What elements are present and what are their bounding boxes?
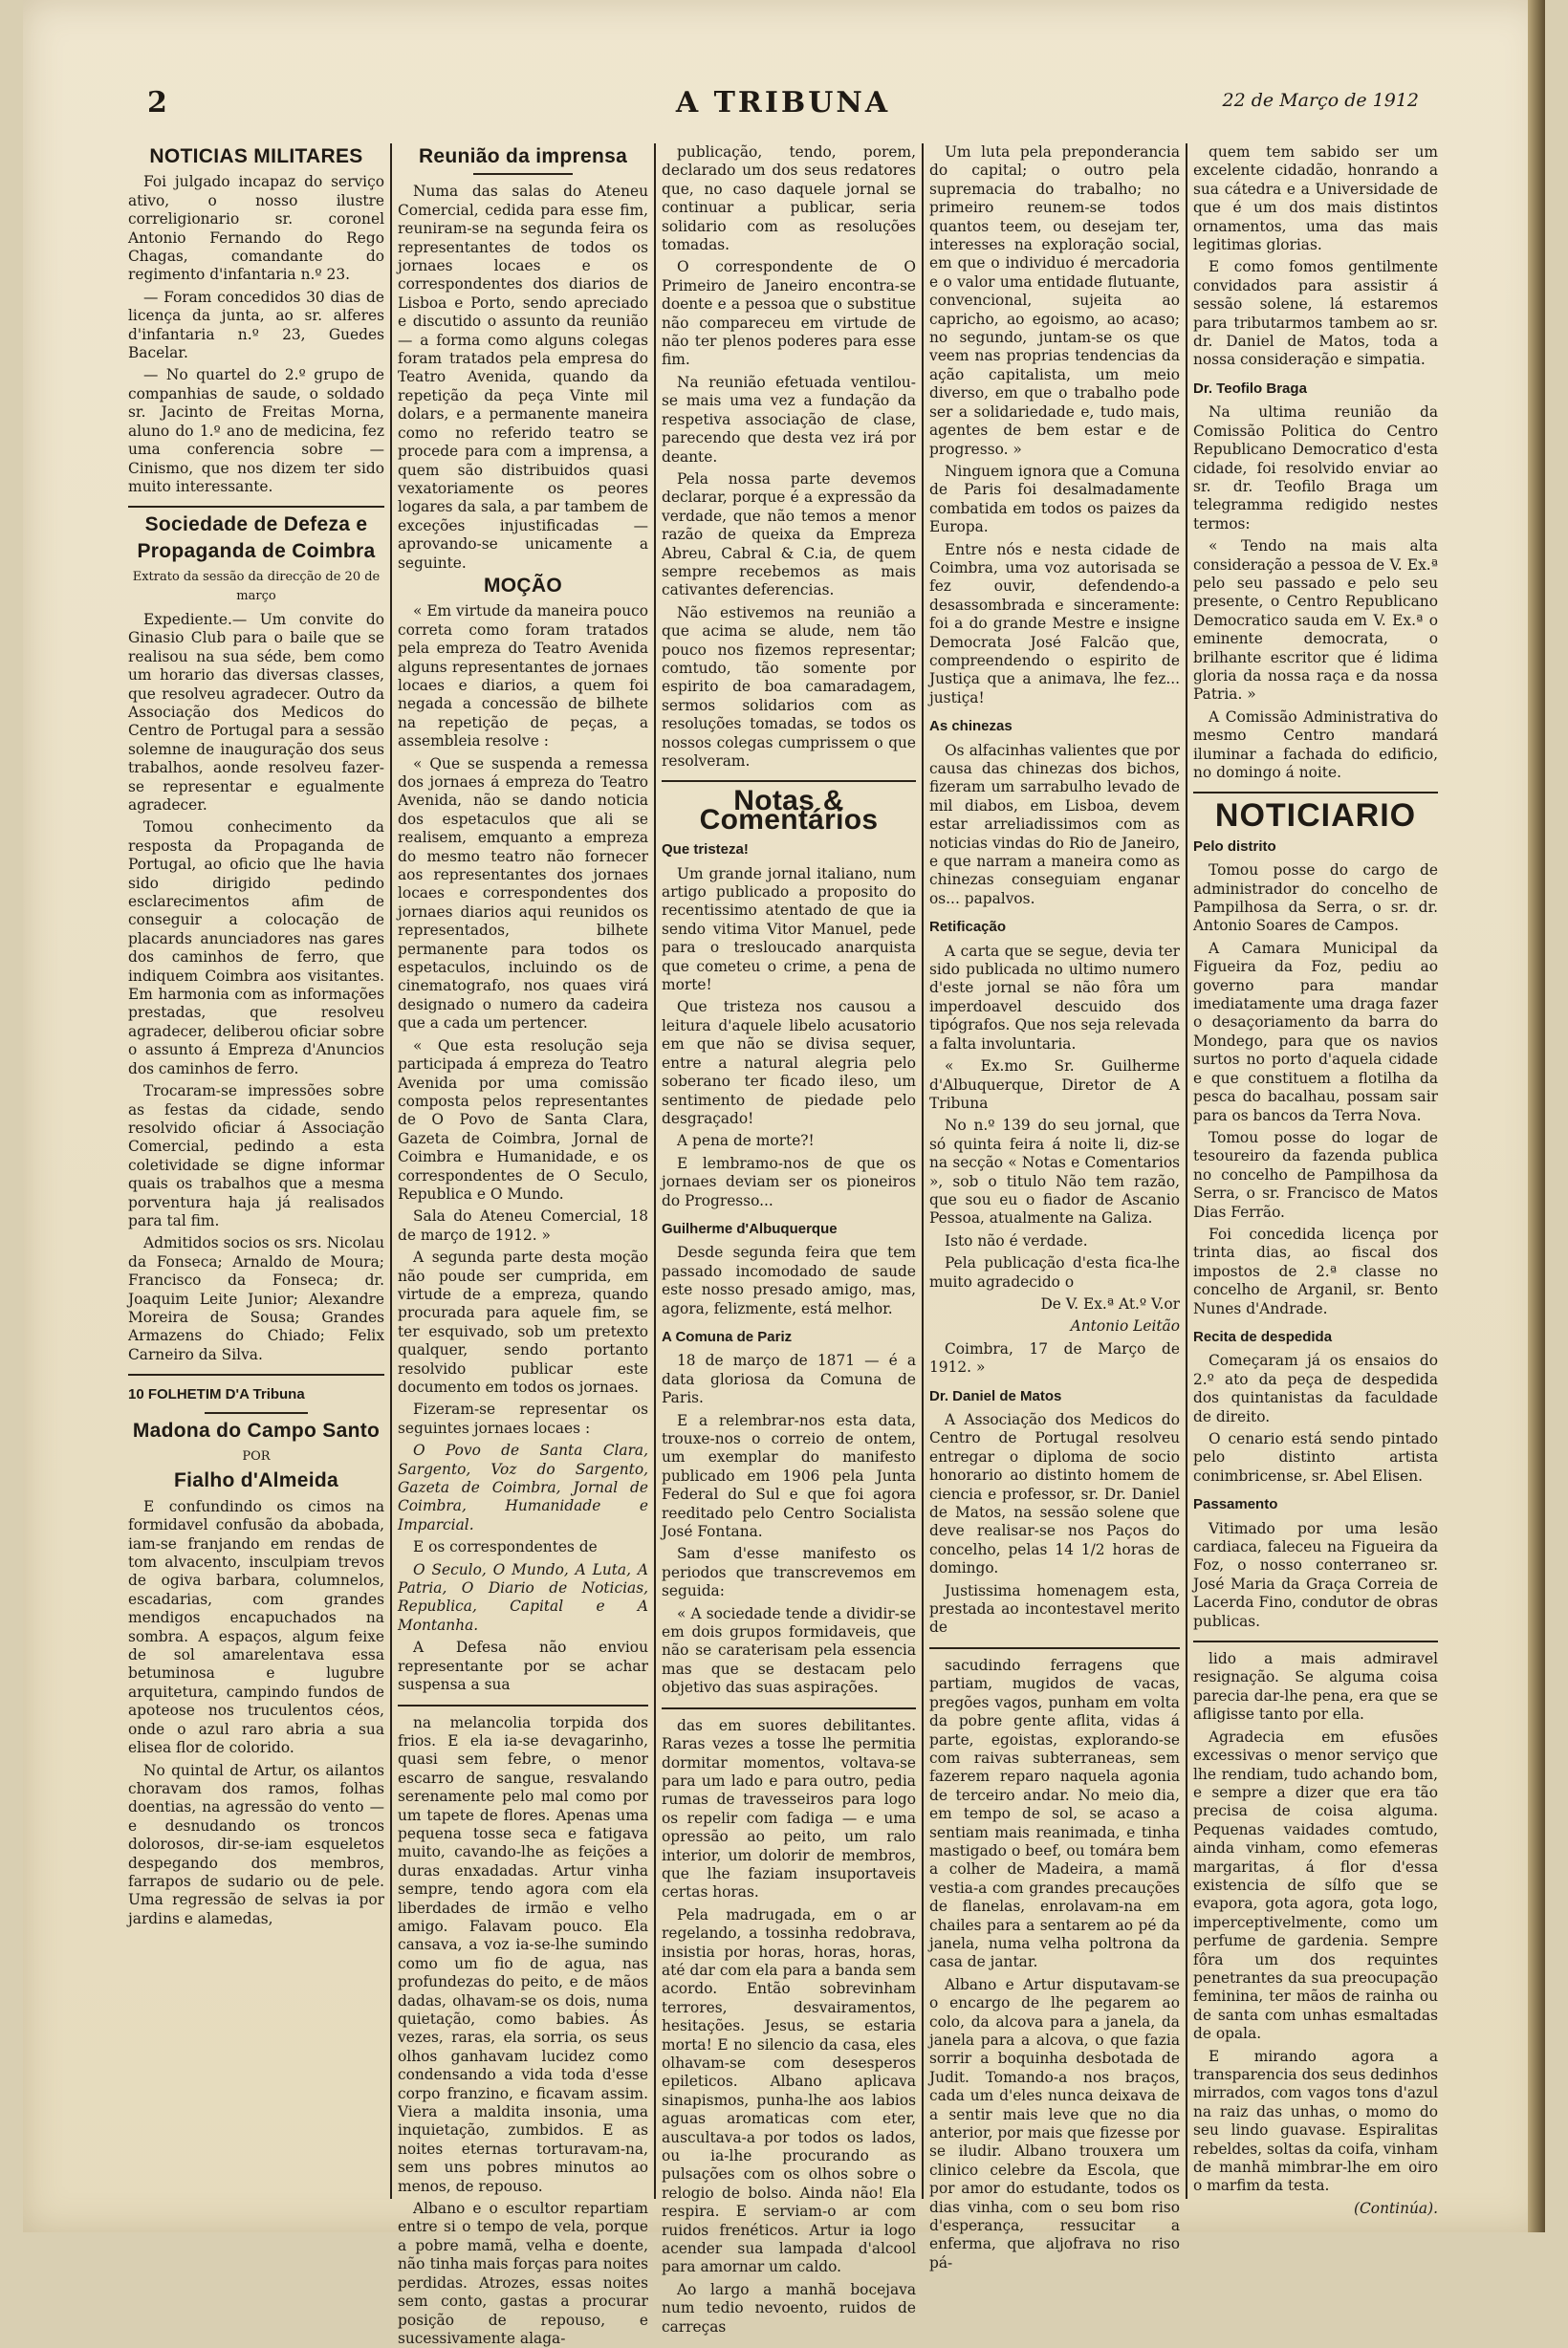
divider — [128, 506, 384, 508]
article-paragraph: No n.º 139 do seu jornal, que só quinta feira á noite li, diz-se na secção « Notas e Comentarios », sob o titulo Não tem razão, que sou eu o fiador de Ascanio Pessoa, atualmente na Galiza. — [929, 1117, 1180, 1228]
column-2 — [398, 143, 648, 2347]
folhetim-paragraph: na melancolia torpida dos frios. E ela ia-se devagarinho, quasi sem febre, o menor escarro de sangue, resvalando serenamente pelo mal como por um tapete de flores. Apenas uma pequena tosse seca e fatigava muito, cavando-lhe as feições a duras enxadadas. Artur vinha sempre, tendo agora com ela liberdades de irmão e velho amigo. Falavam pouco. Ela cansava, a voz ia-se-lhe sumindo como um fio de agua, nas profundezas do peito, e de mãos dadas, olhavam-se os dois, numa quietação, como babies. Ás vezes, raras, ela sorria, os seus olhos ganhavam lucidez como condensando a vida toda d'esse corpo franzino, e ficavam assim. Viera a maldita insonia, uma inquietação, zumbidos. E as noites eternas torturavam-na, sem uns pobres minutos ao menos, de repouso. — [398, 1713, 648, 2195]
distrito-heading: Pelo distrito — [1193, 837, 1276, 855]
article-paragraph: Numa das salas do Ateneu Comercial, cedida para esse fim, reuniram-se na segunda feira os representantes de todos os jornaes locaes e os correspondentes dos diarios de Lisboa e Porto, sendo apreciado e discutido o assunto da reunião — a forma como alguns colegas foram tratados pela empresa do Teatro Avenida, quando da repetição da peça Vinte mil dolars, e a permanente maneira como no referido teatro se procede para com a imprensa, a quem são distribuidos quasi vexatoriamente os peores logares da sala, a par tambem de exceções injustificadas — aprovando-se unicamente a seguinte. — [398, 183, 648, 572]
braga-heading: Dr. Teofilo Braga — [1193, 380, 1307, 397]
column-4 — [929, 143, 1180, 2272]
folhetim-paragraph: No quintal de Artur, os ailantos choravam dos ramos, folhas doentias, na agressão do vento — e desnudando os troncos dolorosos, dir-se-iam esqueletos despegando dos membros, farrapos de sudario ou de pele. Uma regressão de selvas ia por jardins e alamedas, — [128, 1761, 384, 1927]
column-rule — [1186, 143, 1187, 2199]
article-paragraph: E lembramo-nos de que os jornaes deviam ser os pioneiros do Progresso... — [662, 1154, 916, 1209]
article-paragraph: A pena de morte?! — [677, 1132, 815, 1150]
article-paragraph: A Defesa não enviou representante por se achar suspensa a sua — [398, 1639, 648, 1694]
folhetim-paragraph: lido a mais admiravel resignação. Se alguma coisa parecia dar-lhe pena, era que se afligisse tanto por ella. — [1193, 1650, 1438, 1724]
folhetim-paragraph: sacudindo ferragens que partiam, mugidos de vacas, pregões vagos, punham em volta da pobre gente aflita, vidas á parte, egoistas, explorando-se com raivas subterraneas, sem fazerem reparo naquela agonia de terceiro andar. No meio dia, em tempo de sol, se acaso a sentiam mais reanimada, e tinha mastigado o beef, ou tomára bem a colher de Madeira, a mamã vestia-a com grandes precauções de flanelas, enrolavam-na em chailes para a sentarem ao pé da janela, numa velha poltrona da casa de jantar. — [929, 1656, 1180, 1971]
article-paragraph: Fizeram-se representar os seguintes jornaes locaes : — [398, 1401, 648, 1437]
article-paragraph: Isto não é verdade. — [945, 1231, 1088, 1250]
article-paragraph: E como fomos gentilmente convidados para assistir á sessão solene, lá estaremos para tributarmos tambem ao sr. dr. Daniel de Matos, toda a nossa consideração e simpatia. — [1193, 258, 1438, 369]
article-paragraph: Tomou posse do logar de tesoureiro da fazenda publica no concelho de Pampilhosa da Serra, o sr. Francisco de Matos Dias Ferrão. — [1193, 1128, 1438, 1221]
divider — [473, 173, 574, 175]
column-1 — [128, 143, 384, 2199]
article-paragraph: A segunda parte desta moção não poude ser cumprida, em virtude de a empreza, quando procurada para aquele fim, se ter esquivado, sob um pretexto qualquer, sendo portanto resolvido publicar este documento em todos os jornaes. — [398, 1249, 648, 1396]
folhetim-paragraph: E confundindo os cimos na formidavel confusão da abobada, iam-se franjando em rendas de tom alvacento, insculpiam trevos de ogiva barbara, columnelos, escadarias, com grandes mendigos encapuchados na sombra. A espaços, algum feixe de sol amarelentava essa betuminosa e lugubre arquitetura, campindo fundos de apoteose nos truculentos céos, onde o azul raro abria a sua elisea flor de colorido. — [128, 1497, 384, 1757]
article-paragraph: E os correspondentes de — [413, 1538, 598, 1556]
article-paragraph: Foi julgado incapaz do serviço ativo, o nosso ilustre correligionario sr. coronel Antonio Fernando do Rego Chagas, comandante do regimento d'infantaria n.º 23. — [128, 173, 384, 284]
article-paragraph: Entre nós e nesta cidade de Coimbra, uma voz autorisada se fez ouvir, defendendo-a desassombrada e sinceramente: foi a do grande Mestre e insigne Democrata José Falcão que, compreendendo o espirito de Justiça que a animava, lhe fez... justiça! — [929, 540, 1180, 707]
sociedade-title-line2: Propaganda de Coimbra — [137, 539, 376, 562]
article-paragraph: — No quartel do 2.º grupo de companhias de saude, o soldado sr. Jacinto de Freitas Morna, aluno do 1.º ano de medicina, fez uma conferencia sobre — Cinismo, que nos dizem ter sido muito interessante. — [128, 366, 384, 495]
article-paragraph: Trocaram-se impressões sobre as festas da cidade, sendo resolvido oficiar á Associação Comercial, pedindo a esta coletividade se digne informar quais os trabalhos que a mesma porventura haja já realisados para tal fim. — [128, 1082, 384, 1229]
sociedade-title: Sociedade de Defeza e — [144, 513, 368, 536]
article-paragraph: O Povo de Santa Clara, Sargento, Voz do Sargento, Gazeta de Coimbra, Jornal de Coimbra, Humanidade e Imparcial. — [398, 1442, 648, 1533]
article-paragraph: « A sociedade tende a dividir-se em dois grupos formidaveis, que não se caraterisam pela essencia mas que se destacam pelo objetivo das suas aspirações. — [662, 1604, 916, 1697]
article-paragraph: Um grande jornal italiano, num artigo publicado a proposito do recentissimo atentado de que ia sendo vitima Vitor Manuel, pede para o tresloucado anarquista que cometeu o crime, a pena de morte! — [662, 864, 916, 994]
comuna-heading: A Comuna de Pariz — [662, 1328, 793, 1345]
folhetim-paragraph: Albano e o escultor repartiam entre si o tempo de vela, porque a pobre mamã, velha e doente, não tinha mais forças para noites perdidas. Atrozes, essas noites sem conto, gastas a procurar posição de repouso, e sucessivamente alaga- — [398, 2200, 648, 2347]
column-5 — [1193, 143, 1438, 2217]
continua-label: (Continúa). — [1354, 2199, 1438, 2217]
article-paragraph: Não estivemos na reunião a que acima se alude, nem tão pouco nos fizemos representar; comtudo, tão somente por espirito de boa camaradagem, sermos solidarios com as resoluções tomadas, se todos os nossos colegas cumprissem o que resolveram. — [662, 603, 916, 770]
article-paragraph: A Associação dos Medicos do Centro de Portugal resolveu entregar o diploma de socio honorario ao distinto homem de ciencia e professor, sr. Dr. Daniel de Matos, na sessão solene que deve realisar-se nos Paços do concelho, pelas 14 1/2 horas de domingo. — [929, 1411, 1180, 1577]
article-paragraph: A Camara Municipal da Figueira da Foz, pediu ao governo para mandar imediatamente uma draga fazer o desaçoriamento da barra do Mondego, para que os navios surtos no porto d'aquela cidade e que constituem a flotilha da pesca do bacalhau, possam sair para os bancos da Terra Nova. — [1193, 939, 1438, 1124]
article-paragraph: Admitidos socios os srs. Nicolau da Fonseca; Arnaldo de Moura; Francisco da Fonseca; dr. Joaquim Leite Junior; Alexandre Moreira de Sousa; Grandes Armazens do Chiado; Felix Carneiro da Silva. — [128, 1234, 384, 1363]
reuniao-title: Reunião da imprensa — [418, 145, 628, 167]
madona-author: Fialho d'Almeida — [174, 1469, 338, 1492]
article-paragraph: O cenario está sendo pintado pelo distinto artista conimbricense, sr. Abel Elisen. — [1193, 1430, 1438, 1485]
article-paragraph: Vitimado por uma lesão cardiaca, faleceu na Figueira da Foz, o nosso conterraneo sr. José Maria da Graça Correia de Lacerda Fino, condutor de obras publicas. — [1193, 1519, 1438, 1630]
matos-heading: Dr. Daniel de Matos — [929, 1387, 1062, 1404]
article-paragraph: Pela publicação d'esta fica-lhe muito agradecido o — [929, 1254, 1180, 1291]
mocao-title: MOÇÃO — [484, 574, 562, 597]
column-3 — [662, 143, 916, 2336]
retificacao-heading: Retificação — [929, 919, 1007, 936]
sociedade-subtitle: Extrato da sessão da direcção de 20 de março — [132, 570, 381, 603]
madona-por: POR — [242, 1449, 271, 1464]
article-paragraph: publicação, tendo, porem, declarado um dos seus redatores que, no caso daquele jornal se continuar a publicar, seria solidario com as resoluções tomadas. — [662, 143, 916, 254]
article-paragraph: Justissima homenagem esta, prestada ao incontestavel merito de — [929, 1581, 1180, 1637]
noticiario-title: NOTICIARIO — [1214, 797, 1417, 835]
letter-signoff: De V. Ex.ª At.º V.or — [1040, 1294, 1180, 1313]
article-paragraph: 18 de março de 1871 — é a data gloriosa da Comuna de Paris. — [662, 1352, 916, 1407]
page-header — [147, 86, 1419, 120]
folhetim-paragraph: Albano e Artur disputavam-se o encargo de lhe pegarem ao colo, da alcova para a janela, da janela para a alcova, o que fazia sorrir a boquinha desbotada de Judit. Tomando-a nos braços, cada um d'eles nunca deixava de a sentir mais leve que no dia anterior, por mais que fizesse por se iludir. Albano trouxera um clinico celebre da Escola, que por amor do estudante, todos os dias vinha, com o seu bom riso d'esperança, ressucitar a enferma, que aljofrava no riso pá- — [929, 1975, 1180, 2272]
article-paragraph: Expediente.— Um convite do Ginasio Club para o baile que se realisou na sua séde, bem como um horario das diversas classes, que resolveu agradecer. Outro da Associação dos Medicos do Centro de Portugal para a sessão solemne de inauguração dos seus trabalhos, aonde resolveu fazer-se representar e egualmente agradecer. — [128, 610, 384, 814]
page-edge-shadow — [1528, 0, 1545, 2232]
article-paragraph: « Que esta resolução seja participada á empreza do Teatro Avenida por uma comissão composta pelos representantes de O Povo de Santa Clara, Gazeta de Coimbra, Jornal de Coimbra e Humanidade, e os correspondentes de O Seculo, Republica e O Mundo. — [398, 1036, 648, 1203]
article-paragraph: — Foram concedidos 30 dias de licença da junta, ao sr. alferes d'infantaria n.º 23, Guedes Bacelar. — [128, 288, 384, 362]
issue-date: 22 de Março de 1912 — [1222, 90, 1419, 111]
despedida-heading: Recita de despedida — [1193, 1328, 1333, 1345]
folhetim-paragraph: E mirando agora a transparencia dos seus dedinhos mirrados, com vagos tons d'azul na raiz das unhas, o momo do seu lindo guavase. Espiralitas rebeldes, soltas da coifa, vinham de manhã mimbrar-lhe em oiro o marfim da testa. — [1193, 2047, 1438, 2195]
madona-title: Madona do Campo Santo — [132, 1419, 381, 1442]
article-paragraph: Tomou conhecimento da resposta da Propaganda de Portugal, ao oficio que lhe havia sido dirigido pedindo esclarecimentos afim de conseguir a colocação de placards anunciadores nas gares dos caminhos de ferro, que indiquem Coimbra aos visitantes. Em harmonia com as informações prestadas, que resolveu agradecer, deliberou oficiar sobre o assunto á Empreza d'Anuncios dos caminhos de ferro. — [128, 818, 384, 1077]
passamento-heading: Passamento — [1193, 1496, 1278, 1513]
article-paragraph: Na reunião efetuada ventilou-se mais uma vez a fundação da respetiva associação de clase, parecendo que desta vez irá por deante. — [662, 373, 916, 466]
divider — [1193, 1641, 1438, 1642]
tristeza-heading: Que tristeza! — [662, 841, 749, 859]
column-rule — [390, 143, 392, 2199]
article-paragraph: « Em virtude da maneira pouco correta como foram tratados pela empreza do Teatro Avenida alguns representantes de jornaes locaes e diarios, a quem foi negada a concessão de bilhete na repetição de peças, a assembleia resolve : — [398, 602, 648, 750]
article-paragraph: Foi concedida licença por trinta dias, ao fiscal dos impostos de 2.ª classe no concelho de Arganil, sr. Bento Nunes d'Andrade. — [1193, 1225, 1438, 1317]
folhetim-paragraph: das em suores debilitantes. Raras vezes a tosse lhe permitia dormitar momentos, voltava-se para um lado e para outro, pedia rumas de travesseiros para logo os repelir com fadiga — e uma opressão ao peito, um ralo interior, um dolorir de membros, que lhe faziam insuportaveis certas horas. — [662, 1716, 916, 1902]
article-paragraph: Pela nossa parte devemos declarar, porque é a expressão da verdade, que não temos a menor razão de queixa da Empreza Abreu, Cabral & C.ia, de quem sempre recebemos as mais cativantes deferencias. — [662, 469, 916, 599]
article-paragraph: Sala do Ateneu Comercial, 18 de março de 1912. » — [398, 1207, 648, 1244]
article-paragraph: Ninguem ignora que a Comuna de Paris foi desalmadamente combatida em todos os paizes da Europa. — [929, 462, 1180, 536]
folhetim-paragraph: Agradecia em efusões excessivas o menor serviço que lhe rendiam, tudo achando bom, e sempre a dizer que era tão precisa de coisa alguma. Pequenas vaidades comtudo, ainda vinham, como efemeras margaritas, á flor d'essa existencia de sílfo que se evapora, gota agora, gota logo, imperceptivelmente, como um perfume de gardenia. Sempre fôra um dos requintes penetrantes da sua preocupação feminina, ter mãos de rainha ou de santa com unhas esmaltadas de opala. — [1193, 1728, 1438, 2043]
article-paragraph: E a relembrar-nos esta data, trouxe-nos o correio de ontem, um exemplar do manifesto publicado em 1906 pela Junta Federal do Sul e que foi agora reeditado pelo Centro Socialista José Fontana. — [662, 1411, 916, 1541]
article-paragraph: A carta que se segue, devia ter sido publicada no ultimo numero d'este jornal se não fôra um imperdoavel descuido dos tipógrafos. Que nos seja relevada a falta involuntaria. — [929, 942, 1180, 1053]
notas-comentarios-title: Notas & Comentários — [699, 785, 879, 836]
article-paragraph: O Seculo, O Mundo, A Luta, A Patria, O Diario de Noticias, Republica, Capital e A Montanha. — [398, 1560, 648, 1634]
chinezas-heading: As chinezas — [929, 718, 1013, 735]
divider — [929, 1647, 1180, 1649]
newspaper-page — [23, 0, 1545, 2347]
column-rule — [922, 143, 924, 2199]
column-rule — [654, 143, 656, 2199]
divider — [128, 1374, 384, 1376]
masthead: A TRIBUNA — [675, 86, 891, 120]
letter-date: Coimbra, 17 de Março de 1912. » — [929, 1339, 1180, 1377]
article-paragraph: Na ultima reunião da Comissão Politica do Centro Republicano Democratico d'esta cidade, foi resolvido enviar ao sr. dr. Teofilo Braga um telegramma redigido nestes termos: — [1193, 403, 1438, 533]
article-paragraph: O correspondente de O Primeiro de Janeiro encontra-se doente e a pessoa que o substitue não compareceu em virtude de não ter plenos poderes para esse fim. — [662, 258, 916, 369]
article-paragraph: « Ex.mo Sr. Guilherme d'Albuquerque, Diretor de A Tribuna — [929, 1057, 1180, 1112]
article-paragraph: « Tendo na mais alta consideração a pessoa de V. Ex.ª pelo seu passado e pelo seu presente, o Centro Republicano Democratico sauda em V. Ex.ª o eminente democrata, o brilhante escritor que é lidima gloria da nossa raça e da nossa Patria. » — [1193, 537, 1438, 704]
page-number: 2 — [147, 86, 167, 120]
divider — [662, 1707, 916, 1709]
article-paragraph: Os alfacinhas valientes que por causa das chinezas dos bichos, fizeram um sarrabulho levado de mil diabos, em Lisboa, devem estar arreliadissimos com as noticias vindas do Rio de Janeiro, e que narram a maneira como as chinezas conseguiam enganar os... papalvos. — [929, 741, 1180, 907]
divider — [662, 780, 916, 782]
divider — [398, 1705, 648, 1707]
article-paragraph: Sam d'esse manifesto os periodos que transcrevemos em seguida: — [662, 1545, 916, 1600]
article-paragraph: A Comissão Administrativa do mesmo Centro mandará iluminar a fachada do edificio, no domingo á noite. — [1193, 707, 1438, 781]
article-paragraph: Tomou posse do cargo de administrador do concelho de Pampilhosa da Serra, o sr. dr. Antonio Soares de Campos. — [1193, 861, 1438, 935]
guilherme-heading: Guilherme d'Albuquerque — [662, 1220, 838, 1237]
folhetim-paragraph: Pela madrugada, em o ar regelando, a tossinha redobrava, insistia por horas, horas, horas, até dar com ela para a banda sem acordo. Então sobrevinham terrores, desvairamentos, hesitações. Jesus, se estaria morta! E no silencio da casa, eles olhavam-se com desesperos epileticos. Albano aplicava sinapismos, punha-lhe aos labios aguas aromaticas com eter, auscultava-a por todos os lados, ou ia-lhe procurando as pulsações com os olhos sobre o relogio de bolso. Ainda não! Ela respira. E serviam-o ar com ruidos frenéticos. Artur ia logo acender sua lampada d'alcool para amornar um caldo. — [662, 1905, 916, 2276]
article-paragraph: Desde segunda feira que tem passado incomodado de saude este nosso presado amigo, mas, agora, felizmente, está melhor. — [662, 1244, 916, 1317]
divider — [1193, 792, 1438, 794]
divider — [205, 1412, 307, 1414]
folhetim-paragraph: Ao largo a manhã bocejava num tedio nevoento, ruidos de carreças — [662, 2280, 916, 2336]
letter-signature: Antonio Leitão — [1070, 1317, 1180, 1336]
folhetim-label: 10 FOLHETIM D'A Tribuna — [128, 1386, 305, 1403]
article-paragraph: « Que se suspenda a remessa dos jornaes á empreza do Teatro Avenida, não se dando noticia dos espetaculos que ali se realisem, emquanto a empreza do mesmo teatro não fornecer aos representantes dos jornaes locaes e correspondentes dos jornaes diarios aqui reunidos os representados, bilhete permanente para todos os espetaculos, incluindo os de cinematografo, nos quaes virá designado o numero da cadeira que a cada um pertencer. — [398, 754, 648, 1033]
article-paragraph: quem tem sabido ser um excelente cidadão, honrando a sua cátedra e a Universidade de que é um dos mais distintos ornamentos, uma das mais legitimas glorias. — [1193, 143, 1438, 254]
noticias-militares-title: NOTICIAS MILITARES — [149, 145, 363, 167]
article-paragraph: Que tristeza nos causou a leitura d'aquele libelo acusatorio em que não se divisa sequer, entre a natural alegria pelo soberano ter ficado ileso, um sentimento de piedade pelo desgraçado! — [662, 998, 916, 1127]
article-paragraph: Um luta pela preponderancia do capital; o outro pela supremacia do trabalho; no primeiro reunem-se todos quantos teem, ou desejam ter, interesses na exploração social, em que o individuo é mercadoria e o valor uma entidade flutuante, convencional, sujeita ao capricho, ao egoismo, ao acaso; no segundo, juntam-se os que veem nas proprias tendencias da ação capitalista, um meio diverso, em que o trabalho pode ser a solidariedade e, tudo mais, agentes de bem estar e de progresso. » — [929, 143, 1180, 458]
article-paragraph: Começaram já os ensaios do 2.º ato da peça de despedida dos quintanistas da faculdade de direito. — [1193, 1352, 1438, 1425]
